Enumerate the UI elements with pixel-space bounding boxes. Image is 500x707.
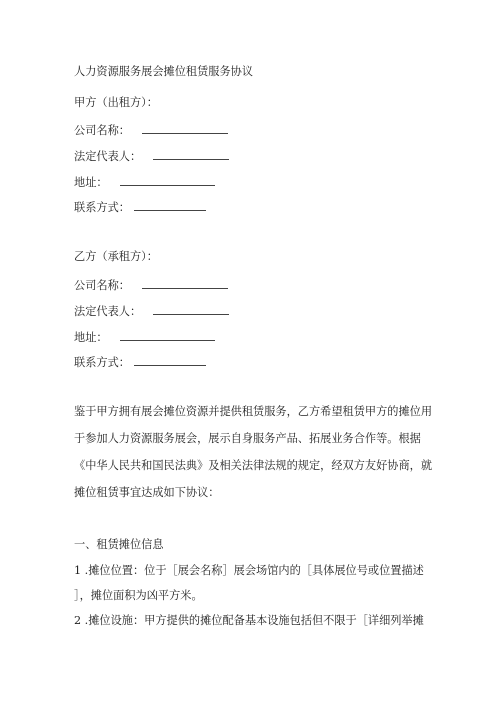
party-b-company-row: [74, 276, 228, 293]
party-a-address-blank: [120, 173, 215, 186]
party-a-heading: 甲方（出租方）：: [74, 96, 158, 109]
party-b-rep-label: 法定代表人：: [74, 305, 142, 318]
party-a-contact-blank: [134, 198, 206, 211]
party-a-contact-label: 联系方式：: [74, 201, 130, 214]
party-b-contact-blank: [134, 353, 206, 366]
section-1-item-2-line-1: 2 .摊位设施：甲方提供的摊位配备基本设施包括但不限于［详细列举摊: [74, 614, 424, 627]
party-a-company-blank: [142, 121, 228, 134]
party-a-address-label: 地址：: [74, 176, 108, 189]
party-a-rep-row: [74, 147, 229, 164]
party-b-address-row: [74, 328, 215, 345]
party-a-contact-row: [74, 198, 206, 215]
section-1-item-1-line-2: ］，摊位面积为凶平方米。: [74, 589, 203, 602]
party-a-rep-blank: [153, 147, 229, 160]
party-b-rep-row: [74, 302, 229, 319]
document-title: 人力资源服务展会摊位租赁服务协议: [74, 65, 254, 78]
party-b-contact-row: [74, 353, 206, 370]
section-1-heading: 一、租赁摊位信息: [74, 538, 164, 551]
party-b-heading: 乙方（承租方）：: [74, 250, 158, 263]
party-b-address-blank: [120, 328, 215, 341]
party-b-rep-blank: [153, 302, 229, 315]
preamble-line: 《中华人民共和国民法典》及相关法律法规的规定，经双方友好协商，就: [74, 459, 433, 472]
party-a-company-row: [74, 121, 228, 138]
party-a-company-label: 公司名称：: [74, 124, 130, 137]
preamble-line: 摊位租赁事宜达成如下协议：: [74, 486, 220, 499]
party-b-address-label: 地址：: [74, 331, 108, 344]
party-a-address-row: [74, 173, 215, 190]
preamble-line: 鉴于甲方拥有展会摊位资源并提供租赁服务，乙方希望租赁甲方的摊位用: [74, 405, 433, 418]
section-1-item-1-line-1: 1 .摊位位置：位于［展会名称］展会场馆内的［具体展位号或位置描述: [74, 564, 424, 577]
party-b-company-label: 公司名称：: [74, 279, 130, 292]
preamble-line: 于参加人力资源服务展会，展示自身服务产品、拓展业务合作等。根据: [74, 432, 421, 445]
party-b-company-blank: [142, 276, 228, 289]
party-a-rep-label: 法定代表人：: [74, 150, 142, 163]
party-b-contact-label: 联系方式：: [74, 356, 130, 369]
